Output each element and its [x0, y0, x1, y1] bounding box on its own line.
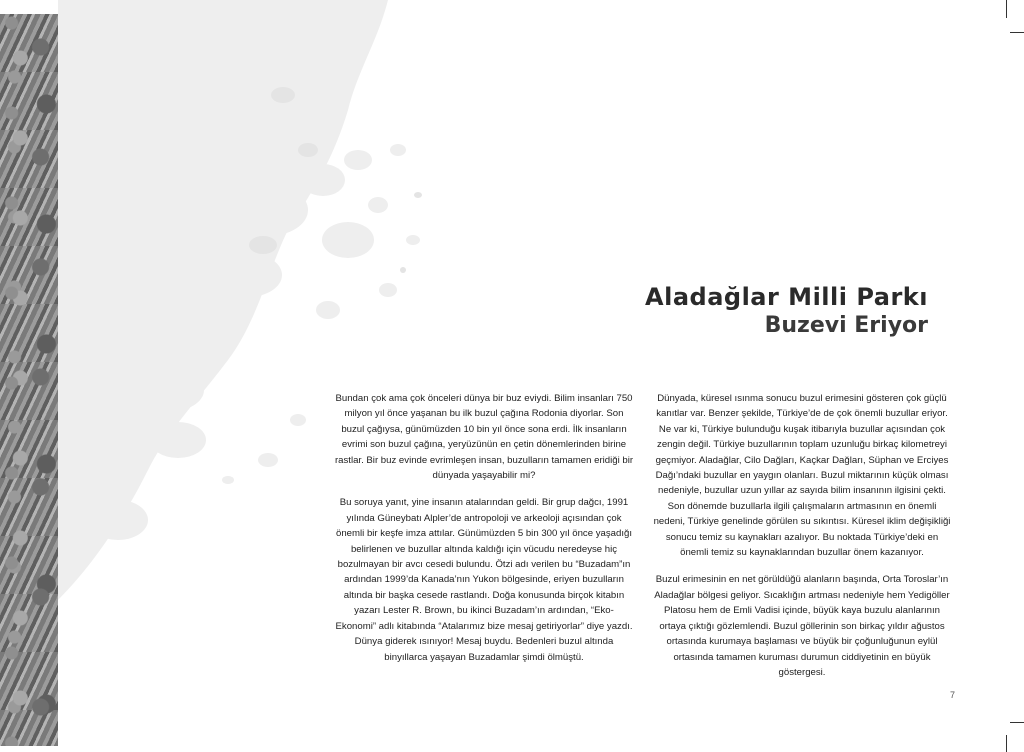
text-column-left [334, 391, 634, 677]
article-heading [645, 282, 928, 340]
crop-mark-top-right-horizontal [1010, 32, 1024, 33]
crop-mark-bottom-right-vertical [1006, 735, 1007, 752]
crop-mark-bottom-right-horizontal [1010, 722, 1024, 723]
text-column-right [652, 391, 952, 692]
paragraph: Dünyada, küresel ısınma sonucu buzul erimesini gösteren çok güçlü kanıtlar var. Benzer şekilde, Türkiye’de de çok önemli buzullar eriyor. Ne var ki, Türkiye bulunduğu kuşak itibarıyla buzullar açısından çok zengin değil. Türkiye buzullarının toplam uzunluğu birkaç kilometreyi geçmiyor. Aladağlar, Cilo Dağları, Kaçkar Dağları, Süphan ve Erciyes Dağı’ndaki buzullar en yaygın olanları. Buzul miktarının küçük olması nedeniyle, buzullar uzun yıllar az sayıda bilim insanının ilgisini çekti. Son dönemde buzullarla ilgili çalışmaların artmasının en önemli nedeni, Türkiye genelinde görülen su sıkıntısı. Küresel iklim değişikliği sonucu temiz su kaynakları azalıyor. Bu noktada Türkiye’deki en önemli temiz su kaynaklarından buzullar önem kazanıyor. [653, 393, 951, 559]
crop-mark-top-right-vertical [1006, 0, 1007, 18]
page-number: 7 [950, 690, 956, 700]
paragraph: Bundan çok ama çok önceleri dünya bir buz eviydi. Bilim insanları 750 milyon yıl önce yaşanan bu ilk buzul çağına Rodonia diyorlar. Son buzul çağıysa, günümüzden 10 bin yıl önce sona erdi. İlk insanların evrimi son buzul çağına, yeryüzünün en çetin dönemlerinden birine rastlar. Bir buz evinde evrimleşen insan, buzulların tamamen eridiği bir dünyada yaşayabilir mi? [334, 393, 634, 482]
article-subtitle: Buzevi Eriyor [764, 313, 928, 338]
paragraph: Bu soruya yanıt, yine insanın atalarından geldi. Bir grup dağcı, 1991 yılında Güneybatı Alpler’de antropoloji ve arkeoloji açısından çok önemli bir keşfe imza attılar. Günümüzden 5 bin 300 yıl önce yaşadığı belirlenen ve buzullar altında kaldığı için vücudu neredeyse hiç bozulmayan bir avcı cesedi bulundu. Ötzi adı verilen bu “Buzadam”ın ardından 1999’da Kanada’nın Yukon bölgesinde, eriyen buzulların altında bir başka cesede rastlandı. Doğa konusunda birçok kitabın yazarı Lester R. Brown, bu ikinci Buzadam’ın ardından, “Eko-Ekonomi” adlı kitabında “Atalarımız bize mesaj getiriyorlar” diye yazdı. Dünya giderek ısınıyor! Mesaj buydu. Bedenleri buzul altında binyıllarca yaşayan Buzadamlar şimdi ölmüştü. [335, 497, 633, 663]
paragraph: Buzul erimesinin en net görüldüğü alanların başında, Orta Toroslar’ın Aladağlar bölgesi geliyor. Sıcaklığın artması nedeniyle hem Yedigöller Platosu hem de Emli Vadisi içinde, büyük kaya buzulu alanlarının ortaya çıktığı gözlemlendi. Buzul göllerinin son birkaç yıldır ağustos ortasında kurumaya başlaması ve büyük bir çoğunluğunun eylül ortasında tamamen kuruması durumun ciddiyetinin en büyük göstergesi. [654, 574, 950, 678]
article-title: Aladağlar Milli Parkı [645, 283, 928, 311]
rock-photo-strip [0, 14, 58, 746]
